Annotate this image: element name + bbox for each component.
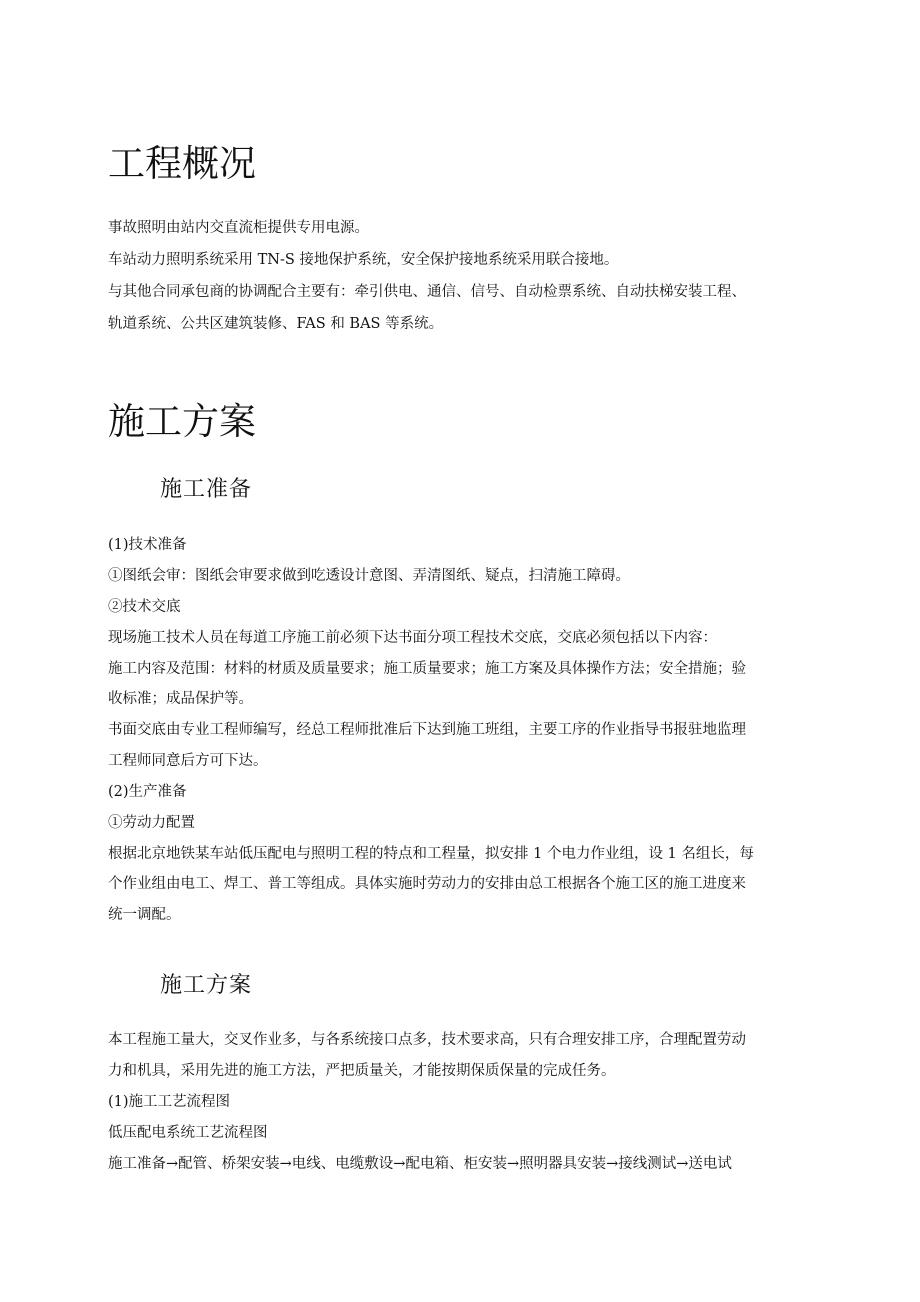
paragraph-line: ①图纸会审：图纸会审要求做到吃透设计意图、弄清图纸、疑点，扫清施工障碍。 bbox=[108, 568, 630, 584]
section-title-overview: 工程概况 bbox=[108, 142, 256, 185]
paragraph-line: 现场施工技术人员在每道工序施工前必须下达书面分项工程技术交底，交底必须包括以下内容： bbox=[108, 630, 717, 646]
paragraph-line: (1)技术准备 bbox=[108, 537, 187, 553]
paragraph-line: ①劳动力配置 bbox=[108, 815, 195, 831]
paragraph-line: 车站动力照明系统采用 TN-S 接地保护系统，安全保护接地系统采用联合接地。 bbox=[108, 252, 619, 268]
paragraph-line: 本工程施工量大，交叉作业多，与各系统接口点多，技术要求高，只有合理安排工序，合理配置劳动 bbox=[108, 1032, 746, 1048]
section-title-construction-plan: 施工方案 bbox=[108, 400, 256, 443]
subsection-title-construction-plan: 施工方案 bbox=[160, 973, 253, 998]
paragraph-line: 根据北京地铁某车站低压配电与照明工程的特点和工程量，拟安排 1 个电力作业组，设 1 名组长，每 bbox=[108, 846, 754, 862]
paragraph-line: 工程师同意后方可下达。 bbox=[108, 753, 268, 769]
paragraph-line: 收标准；成品保护等。 bbox=[108, 691, 253, 707]
paragraph-line: 轨道系统、公共区建筑装修、FAS 和 BAS 等系统。 bbox=[108, 316, 444, 332]
paragraph-line: 个作业组由电工、焊工、普工等组成。具体实施时劳动力的安排由总工根据各个施工区的施工进度来 bbox=[108, 876, 746, 892]
paragraph-line: 书面交底由专业工程师编写，经总工程师批准后下达到施工班组，主要工序的作业指导书报驻地监理 bbox=[108, 722, 746, 738]
paragraph-line: 施工准备→配管、桥架安装→电线、电缆敷设→配电箱、柜安装→照明器具安装→接线测试→送电试 bbox=[108, 1156, 732, 1172]
paragraph-line: 与其他合同承包商的协调配合主要有：牵引供电、通信、信号、自动检票系统、自动扶梯安装工程、 bbox=[108, 284, 746, 300]
paragraph-line: ②技术交底 bbox=[108, 599, 181, 615]
paragraph-line: (2)生产准备 bbox=[108, 784, 187, 800]
paragraph-line: (1)施工工艺流程图 bbox=[108, 1094, 231, 1110]
paragraph-line: 施工内容及范围：材料的材质及质量要求；施工质量要求；施工方案及具体操作方法；安全措施；验 bbox=[108, 661, 746, 677]
paragraph-line: 统一调配。 bbox=[108, 907, 181, 923]
paragraph-line: 低压配电系统工艺流程图 bbox=[108, 1125, 268, 1141]
paragraph-line: 事故照明由站内交直流柜提供专用电源。 bbox=[108, 220, 369, 236]
subsection-title-preparation: 施工准备 bbox=[160, 477, 253, 502]
paragraph-line: 力和机具，采用先进的施工方法，严把质量关，才能按期保质保量的完成任务。 bbox=[108, 1063, 616, 1079]
